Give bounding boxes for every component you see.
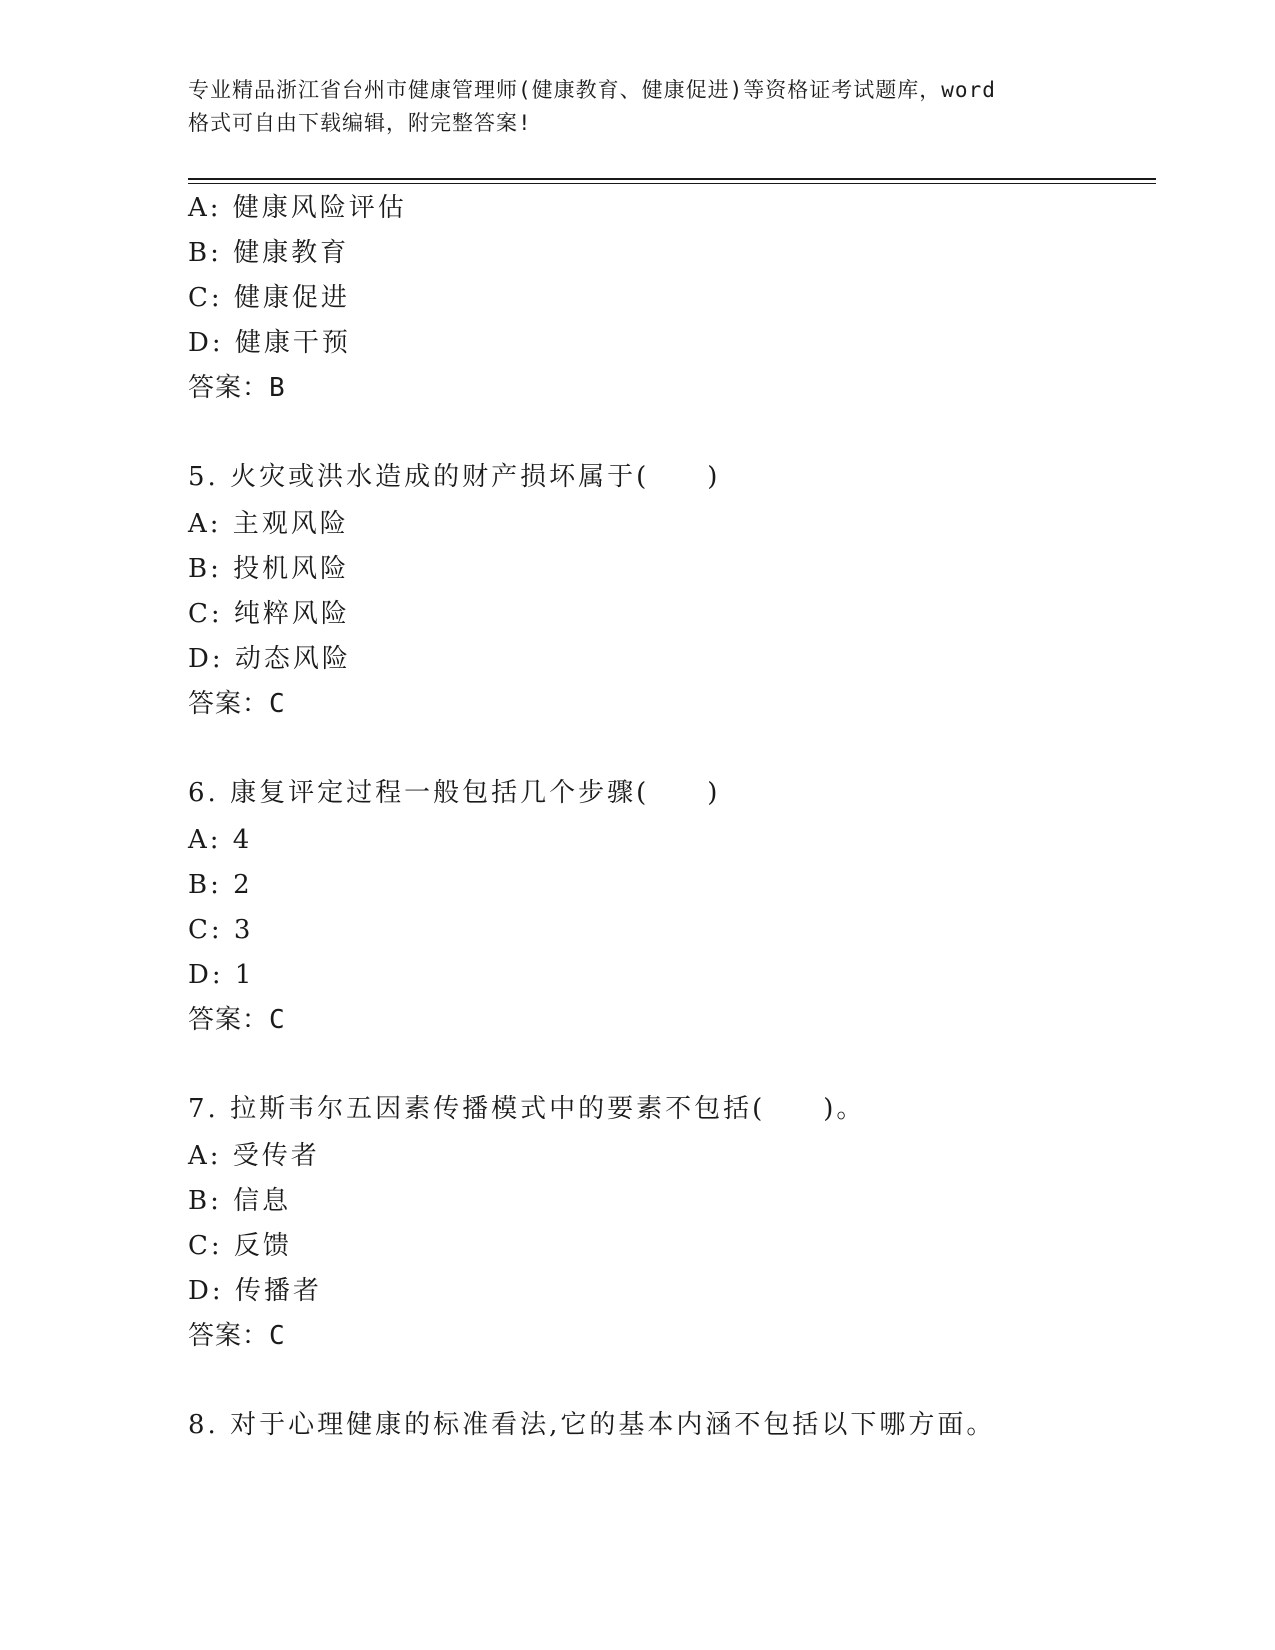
q7-stem: 7. 拉斯韦尔五因素传播模式中的要素不包括( )。 [188, 1094, 866, 1124]
q5-option-a: A: 主观风险 [188, 509, 349, 539]
q6-answer-value: C [269, 1005, 286, 1035]
header-line-1: 专业精品浙江省台州市健康管理师(健康教育、健康促进)等资格证考试题库，word [188, 78, 996, 102]
q4-answer-value: B [269, 373, 286, 403]
q8-stem: 8. 对于心理健康的标准看法,它的基本内涵不包括以下哪方面。 [188, 1410, 996, 1440]
q5-answer-label: 答案： [188, 689, 270, 719]
q6-option-a: A: 4 [188, 825, 253, 855]
q5-answer-value: C [269, 689, 286, 719]
q5-option-b: B: 投机风险 [188, 554, 350, 584]
document-header [188, 74, 1088, 140]
q6-option-d: D: 1 [188, 960, 255, 990]
q5-stem: 5. 火灾或洪水造成的财产损坏属于( ) [188, 462, 721, 492]
q6-option-c: C: 3 [188, 915, 254, 945]
q4-answer-label: 答案： [188, 373, 270, 403]
q7-option-c: C: 反馈 [188, 1231, 292, 1261]
q4-option-a: A: 健康风险评估 [188, 193, 407, 223]
q6-answer [188, 1004, 286, 1036]
q4-option-d: D: 健康干预 [188, 328, 351, 358]
q6-option-b: B: 2 [188, 870, 253, 900]
q5-option-d: D: 动态风险 [188, 644, 351, 674]
header-line-2: 格式可自由下载编辑，附完整答案! [188, 111, 532, 135]
q7-option-a: A: 受传者 [188, 1141, 320, 1171]
header-rule-thin [188, 183, 1156, 184]
q4-option-b: B: 健康教育 [188, 238, 350, 268]
q6-answer-label: 答案： [188, 1005, 270, 1035]
q7-option-d: D: 传播者 [188, 1276, 322, 1306]
q7-option-b: B: 信息 [188, 1186, 292, 1216]
q5-answer [188, 688, 286, 720]
q4-answer [188, 372, 286, 404]
header-rule-thick [188, 178, 1156, 180]
q7-answer-label: 答案： [188, 1321, 270, 1351]
q7-answer [188, 1320, 286, 1352]
q7-answer-value: C [269, 1321, 286, 1351]
q5-option-c: C: 纯粹风险 [188, 599, 350, 629]
q4-option-c: C: 健康促进 [188, 283, 350, 313]
q6-stem: 6. 康复评定过程一般包括几个步骤( ) [188, 778, 721, 808]
